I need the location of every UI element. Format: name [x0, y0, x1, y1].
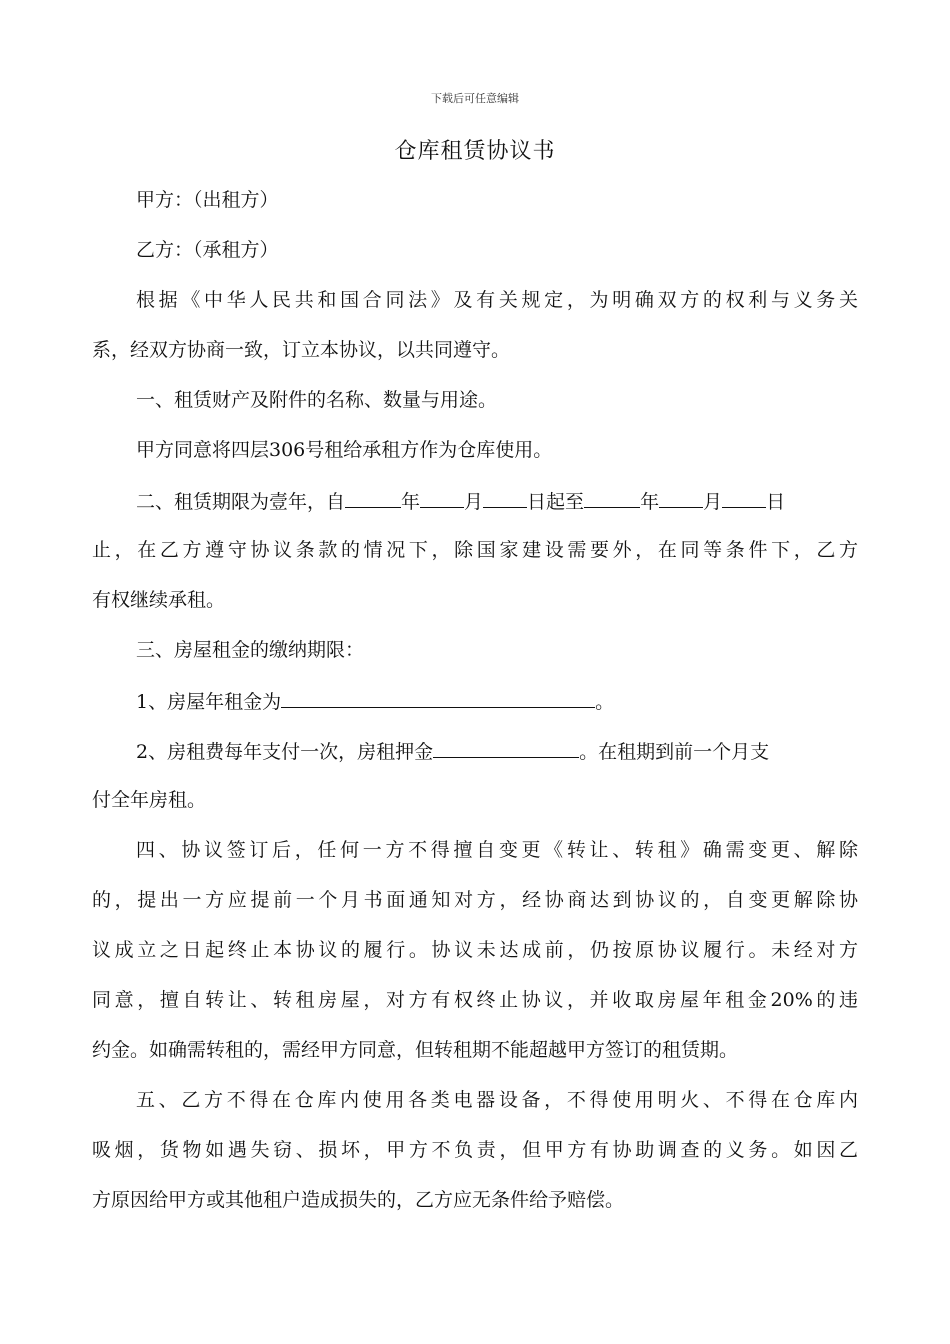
paragraph-line: 有权继续承租。: [92, 589, 226, 611]
section-heading-3: 三、房屋租金的缴纳期限：: [136, 639, 365, 661]
header-note: 下载后可任意编辑: [431, 92, 519, 105]
deposit-line: [136, 737, 858, 765]
end-year-blank[interactable]: [584, 487, 640, 508]
year-label: 年: [401, 491, 421, 513]
annual-rent-line: [136, 687, 858, 715]
party-b-line: 乙方：（承租方）: [136, 239, 279, 261]
annual-rent-label: 1、房屋年租金为: [136, 691, 282, 713]
deposit-tail: 。在租期到前一个月支: [579, 741, 770, 763]
deposit-blank[interactable]: [433, 737, 579, 758]
paragraph-line: 付全年房租。: [92, 789, 207, 811]
document-title: 仓库租赁协议书: [394, 139, 556, 164]
start-month-blank[interactable]: [420, 487, 464, 508]
paragraph-line: 吸烟，货物如遇失窃、损坏，甲方不负责，但甲方有协助调查的义务。如因乙: [92, 1139, 858, 1161]
end-day-blank[interactable]: [722, 487, 766, 508]
day-label: 日: [766, 491, 786, 513]
end-month-blank[interactable]: [659, 487, 703, 508]
lease-term-line: [136, 487, 858, 515]
paragraph-line: 四、协议签订后，任何一方不得擅自变更《转让、转租》确需变更、解除: [136, 839, 858, 861]
party-a-line: 甲方：（出租方）: [136, 189, 279, 211]
month-label: 月: [464, 491, 484, 513]
period-mark: 。: [595, 691, 615, 713]
lease-term-text: 二、租赁期限为壹年，自: [136, 491, 346, 513]
paragraph-line: 的，提出一方应提前一个月书面通知对方，经协商达到协议的，自变更解除协: [92, 889, 858, 911]
paragraph-line: 甲方同意将四层306号租给承租方作为仓库使用。: [136, 439, 553, 461]
year-label: 年: [640, 491, 660, 513]
until-label: 日起至: [527, 491, 585, 513]
section-heading-1: 一、租赁财产及附件的名称、数量与用途。: [136, 389, 498, 411]
annual-rent-blank[interactable]: [281, 687, 595, 708]
month-label: 月: [703, 491, 723, 513]
paragraph-line: 约金。如确需转租的，需经甲方同意，但转租期不能超越甲方签订的租赁期。: [92, 1039, 739, 1061]
paragraph-line: 根据《中华人民共和国合同法》及有关规定，为明确双方的权利与义务关: [136, 289, 858, 311]
start-year-blank[interactable]: [345, 487, 401, 508]
deposit-label: 2、房租费每年支付一次，房租押金: [136, 741, 434, 763]
start-day-blank[interactable]: [483, 487, 527, 508]
paragraph-line: 同意，擅自转让、转租房屋，对方有权终止协议，并收取房屋年租金20%的违: [92, 989, 858, 1011]
paragraph-line: 议成立之日起终止本协议的履行。协议未达成前，仍按原协议履行。未经对方: [92, 939, 858, 961]
paragraph-line: 止，在乙方遵守协议条款的情况下，除国家建设需要外，在同等条件下，乙方: [92, 539, 858, 561]
paragraph-line: 系，经双方协商一致，订立本协议，以共同遵守。: [92, 339, 511, 361]
paragraph-line: 方原因给甲方或其他租户造成损失的，乙方应无条件给予赔偿。: [92, 1189, 625, 1211]
paragraph-line: 五、乙方不得在仓库内使用各类电器设备，不得使用明火、不得在仓库内: [136, 1089, 858, 1111]
